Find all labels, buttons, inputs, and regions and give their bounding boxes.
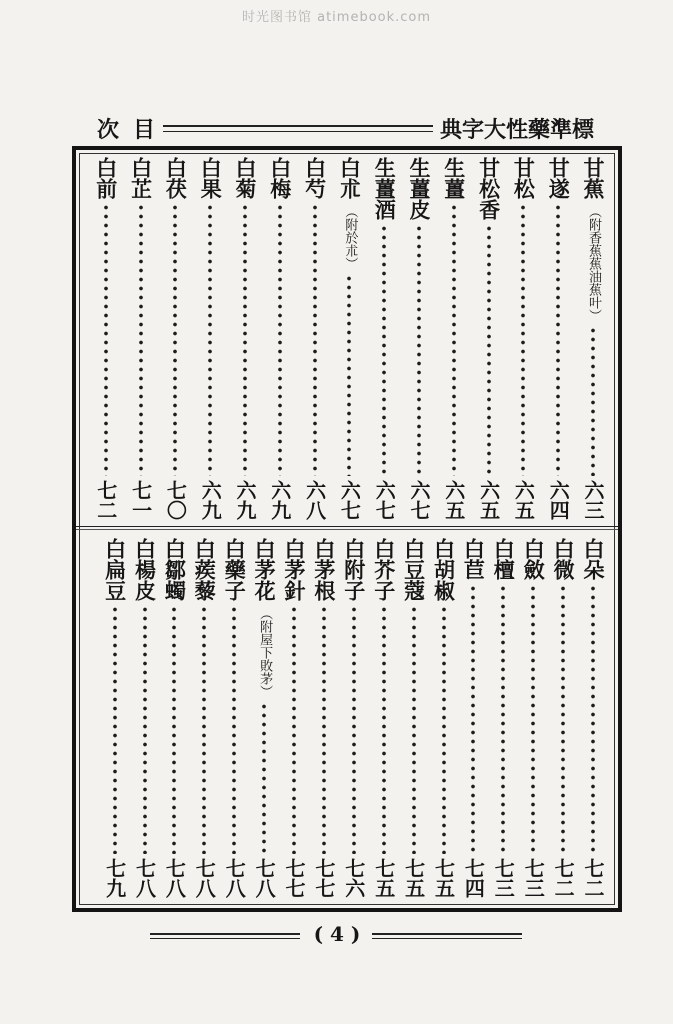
toc-entry-page: 七二 — [581, 858, 605, 898]
toc-entry-name: 甘蕉 — [581, 157, 606, 199]
toc-entry-page: 七五 — [371, 858, 396, 898]
toc-entry-name: 白微 — [551, 538, 577, 580]
toc-entry-name: 白扁豆 — [102, 538, 128, 601]
toc-entry-name: 白茅花 — [252, 538, 278, 601]
header-section-title: 次目 — [97, 117, 170, 143]
toc-entry-name: 白果 — [198, 157, 224, 199]
toc-entry[interactable] — [221, 538, 247, 898]
toc-entry-name: 白芷 — [128, 157, 154, 199]
toc-entry[interactable] — [580, 538, 606, 898]
toc-entry-page: 七〇 — [163, 480, 188, 520]
leader-dots — [561, 584, 565, 854]
toc-entry-name: 白附子 — [341, 538, 367, 601]
leader-dots — [202, 605, 206, 854]
leader-dots — [382, 224, 386, 476]
toc-entry[interactable] — [510, 157, 536, 520]
toc-entry-name: 白豆蔻 — [401, 538, 427, 601]
toc-entry-name: 白朵 — [581, 538, 606, 580]
toc-entry-page: 七八 — [192, 858, 217, 898]
leader-dots — [442, 605, 446, 854]
toc-entry-name: 白苣 — [461, 538, 487, 580]
toc-entry-name: 白斂 — [521, 538, 547, 580]
toc-entry-page: 七六 — [341, 858, 366, 898]
toc-entry-note: （附屋下敗茅） — [257, 607, 273, 698]
toc-entry-page: 七八 — [162, 858, 187, 898]
toc-entry[interactable] — [191, 538, 217, 898]
leader-dots — [322, 605, 326, 854]
toc-entry-page: 七三 — [491, 858, 516, 898]
toc-entry-page: 六九 — [198, 480, 223, 520]
toc-entry-name: 白胡椒 — [431, 538, 457, 601]
toc-entry[interactable] — [580, 157, 606, 520]
leader-dots — [292, 605, 296, 854]
toc-entry-note: （附香蕉蕉油蕉叶） — [586, 205, 601, 322]
toc-entry-page: 六五 — [511, 480, 536, 520]
toc-entry[interactable] — [197, 157, 223, 520]
toc-entry-page: 六四 — [546, 480, 571, 520]
toc-entry-name: 白梅 — [267, 157, 293, 199]
toc-entry-page: 六七 — [372, 480, 397, 520]
toc-entry[interactable] — [336, 157, 362, 520]
toc-entry[interactable] — [251, 538, 277, 898]
leader-dots — [208, 203, 212, 476]
leader-dots — [243, 203, 247, 476]
toc-entry-page: 七九 — [102, 858, 127, 898]
toc-entry-page: 七一 — [128, 480, 153, 520]
toc-entry[interactable] — [401, 538, 427, 898]
toc-entry[interactable] — [102, 538, 128, 898]
page-number: ( 4 ) — [313, 922, 361, 946]
leader-dots — [347, 274, 351, 476]
leader-dots — [471, 584, 475, 854]
toc-entry-name: 白茅根 — [311, 538, 337, 601]
leader-dots — [452, 203, 456, 476]
toc-entry-name: 生薑皮 — [407, 157, 432, 220]
leader-dots — [143, 605, 147, 854]
toc-entry-name: 白朮 — [337, 157, 363, 199]
leader-dots — [556, 203, 560, 476]
section-divider-thin — [76, 529, 618, 530]
toc-entry-page: 七四 — [461, 858, 486, 898]
toc-entry[interactable] — [162, 157, 188, 520]
toc-entry-name: 白鄒蠋 — [162, 538, 188, 601]
toc-entry[interactable] — [371, 157, 397, 520]
toc-entry-page: 七三 — [521, 858, 546, 898]
watermark: 时光图书馆 atimebook.com — [241, 10, 432, 25]
header-rule — [163, 125, 433, 132]
toc-entry-name: 白藥子 — [222, 538, 248, 601]
toc-entry[interactable] — [441, 157, 467, 520]
toc-entry[interactable] — [93, 157, 119, 520]
toc-entry-name: 甘松香 — [476, 157, 502, 220]
leader-dots — [487, 224, 491, 476]
toc-entry-page: 六七 — [407, 480, 431, 520]
toc-entry-page: 七二 — [93, 480, 118, 520]
toc-entry[interactable] — [476, 157, 502, 520]
toc-entry-page: 六五 — [476, 480, 501, 520]
toc-entry-page: 七二 — [551, 858, 576, 898]
toc-entry[interactable] — [431, 538, 457, 898]
leader-dots — [417, 224, 421, 476]
leader-dots — [352, 605, 356, 854]
toc-entry[interactable] — [281, 538, 307, 898]
toc-entry-name: 白茅針 — [282, 538, 307, 601]
toc-entry[interactable] — [132, 538, 158, 898]
leader-dots — [591, 584, 595, 854]
toc-entry[interactable] — [128, 157, 154, 520]
leader-dots — [313, 203, 317, 476]
toc-entry-name: 白檀 — [491, 538, 517, 580]
toc-entry-page: 六九 — [233, 480, 257, 520]
toc-entry[interactable] — [371, 538, 397, 898]
leader-dots — [591, 326, 595, 476]
toc-entry-page: 七五 — [401, 858, 426, 898]
toc-entry[interactable] — [232, 157, 258, 520]
header-book-title: 典字大性藥準標 — [440, 117, 595, 143]
toc-entry-name: 白茯 — [163, 157, 189, 199]
toc-entry-name: 白蒺藜 — [192, 538, 218, 601]
toc-entry-page: 六七 — [337, 480, 362, 520]
toc-entry[interactable] — [545, 157, 571, 520]
toc-entry-page: 六五 — [441, 480, 466, 520]
toc-entry[interactable] — [341, 538, 367, 898]
leader-dots — [139, 203, 143, 476]
toc-entry[interactable] — [267, 157, 293, 520]
toc-entry-page: 六三 — [581, 480, 605, 520]
toc-entry-name: 白芍 — [302, 157, 328, 199]
toc-entry-page: 六九 — [267, 480, 292, 520]
leader-dots — [113, 605, 117, 854]
toc-entry-name: 白楊皮 — [132, 538, 158, 601]
toc-entry-name: 甘松 — [511, 157, 537, 199]
toc-entry-page: 七八 — [252, 858, 277, 898]
leader-dots — [104, 203, 108, 476]
toc-entry-name: 白前 — [93, 157, 119, 199]
toc-entry-name: 白菊 — [233, 157, 258, 199]
leader-dots — [521, 203, 525, 476]
section-divider — [76, 526, 618, 527]
toc-entry-name: 白芥子 — [371, 538, 397, 601]
toc-entry-page: 七七 — [282, 858, 306, 898]
toc-entry[interactable] — [406, 157, 432, 520]
toc-entry-page: 七五 — [431, 858, 456, 898]
toc-entry[interactable] — [550, 538, 576, 898]
toc-entry-page: 七七 — [311, 858, 336, 898]
leader-dots — [278, 203, 282, 476]
leader-dots — [412, 605, 416, 854]
toc-entry[interactable] — [460, 538, 486, 898]
toc-entry-name: 生薑 — [441, 157, 467, 199]
toc-entry-page: 七八 — [222, 858, 247, 898]
leader-dots — [382, 605, 386, 854]
toc-entry-name: 甘遂 — [546, 157, 572, 199]
leader-dots — [501, 584, 505, 854]
toc-entry[interactable] — [302, 157, 328, 520]
leader-dots — [531, 584, 535, 854]
footer-rule-right — [372, 933, 522, 939]
toc-entry[interactable] — [161, 538, 187, 898]
toc-entry[interactable] — [520, 538, 546, 898]
toc-entry-note: （附於朮） — [342, 205, 358, 270]
toc-entry-page: 六八 — [302, 480, 327, 520]
footer-rule-left — [150, 933, 300, 939]
leader-dots — [232, 605, 236, 854]
leader-dots — [172, 605, 176, 854]
toc-entry[interactable] — [490, 538, 516, 898]
leader-dots — [262, 702, 266, 854]
toc-entry-name: 生薑酒 — [372, 157, 398, 220]
leader-dots — [173, 203, 177, 476]
toc-entry-page: 七八 — [132, 858, 157, 898]
toc-entry[interactable] — [311, 538, 337, 898]
